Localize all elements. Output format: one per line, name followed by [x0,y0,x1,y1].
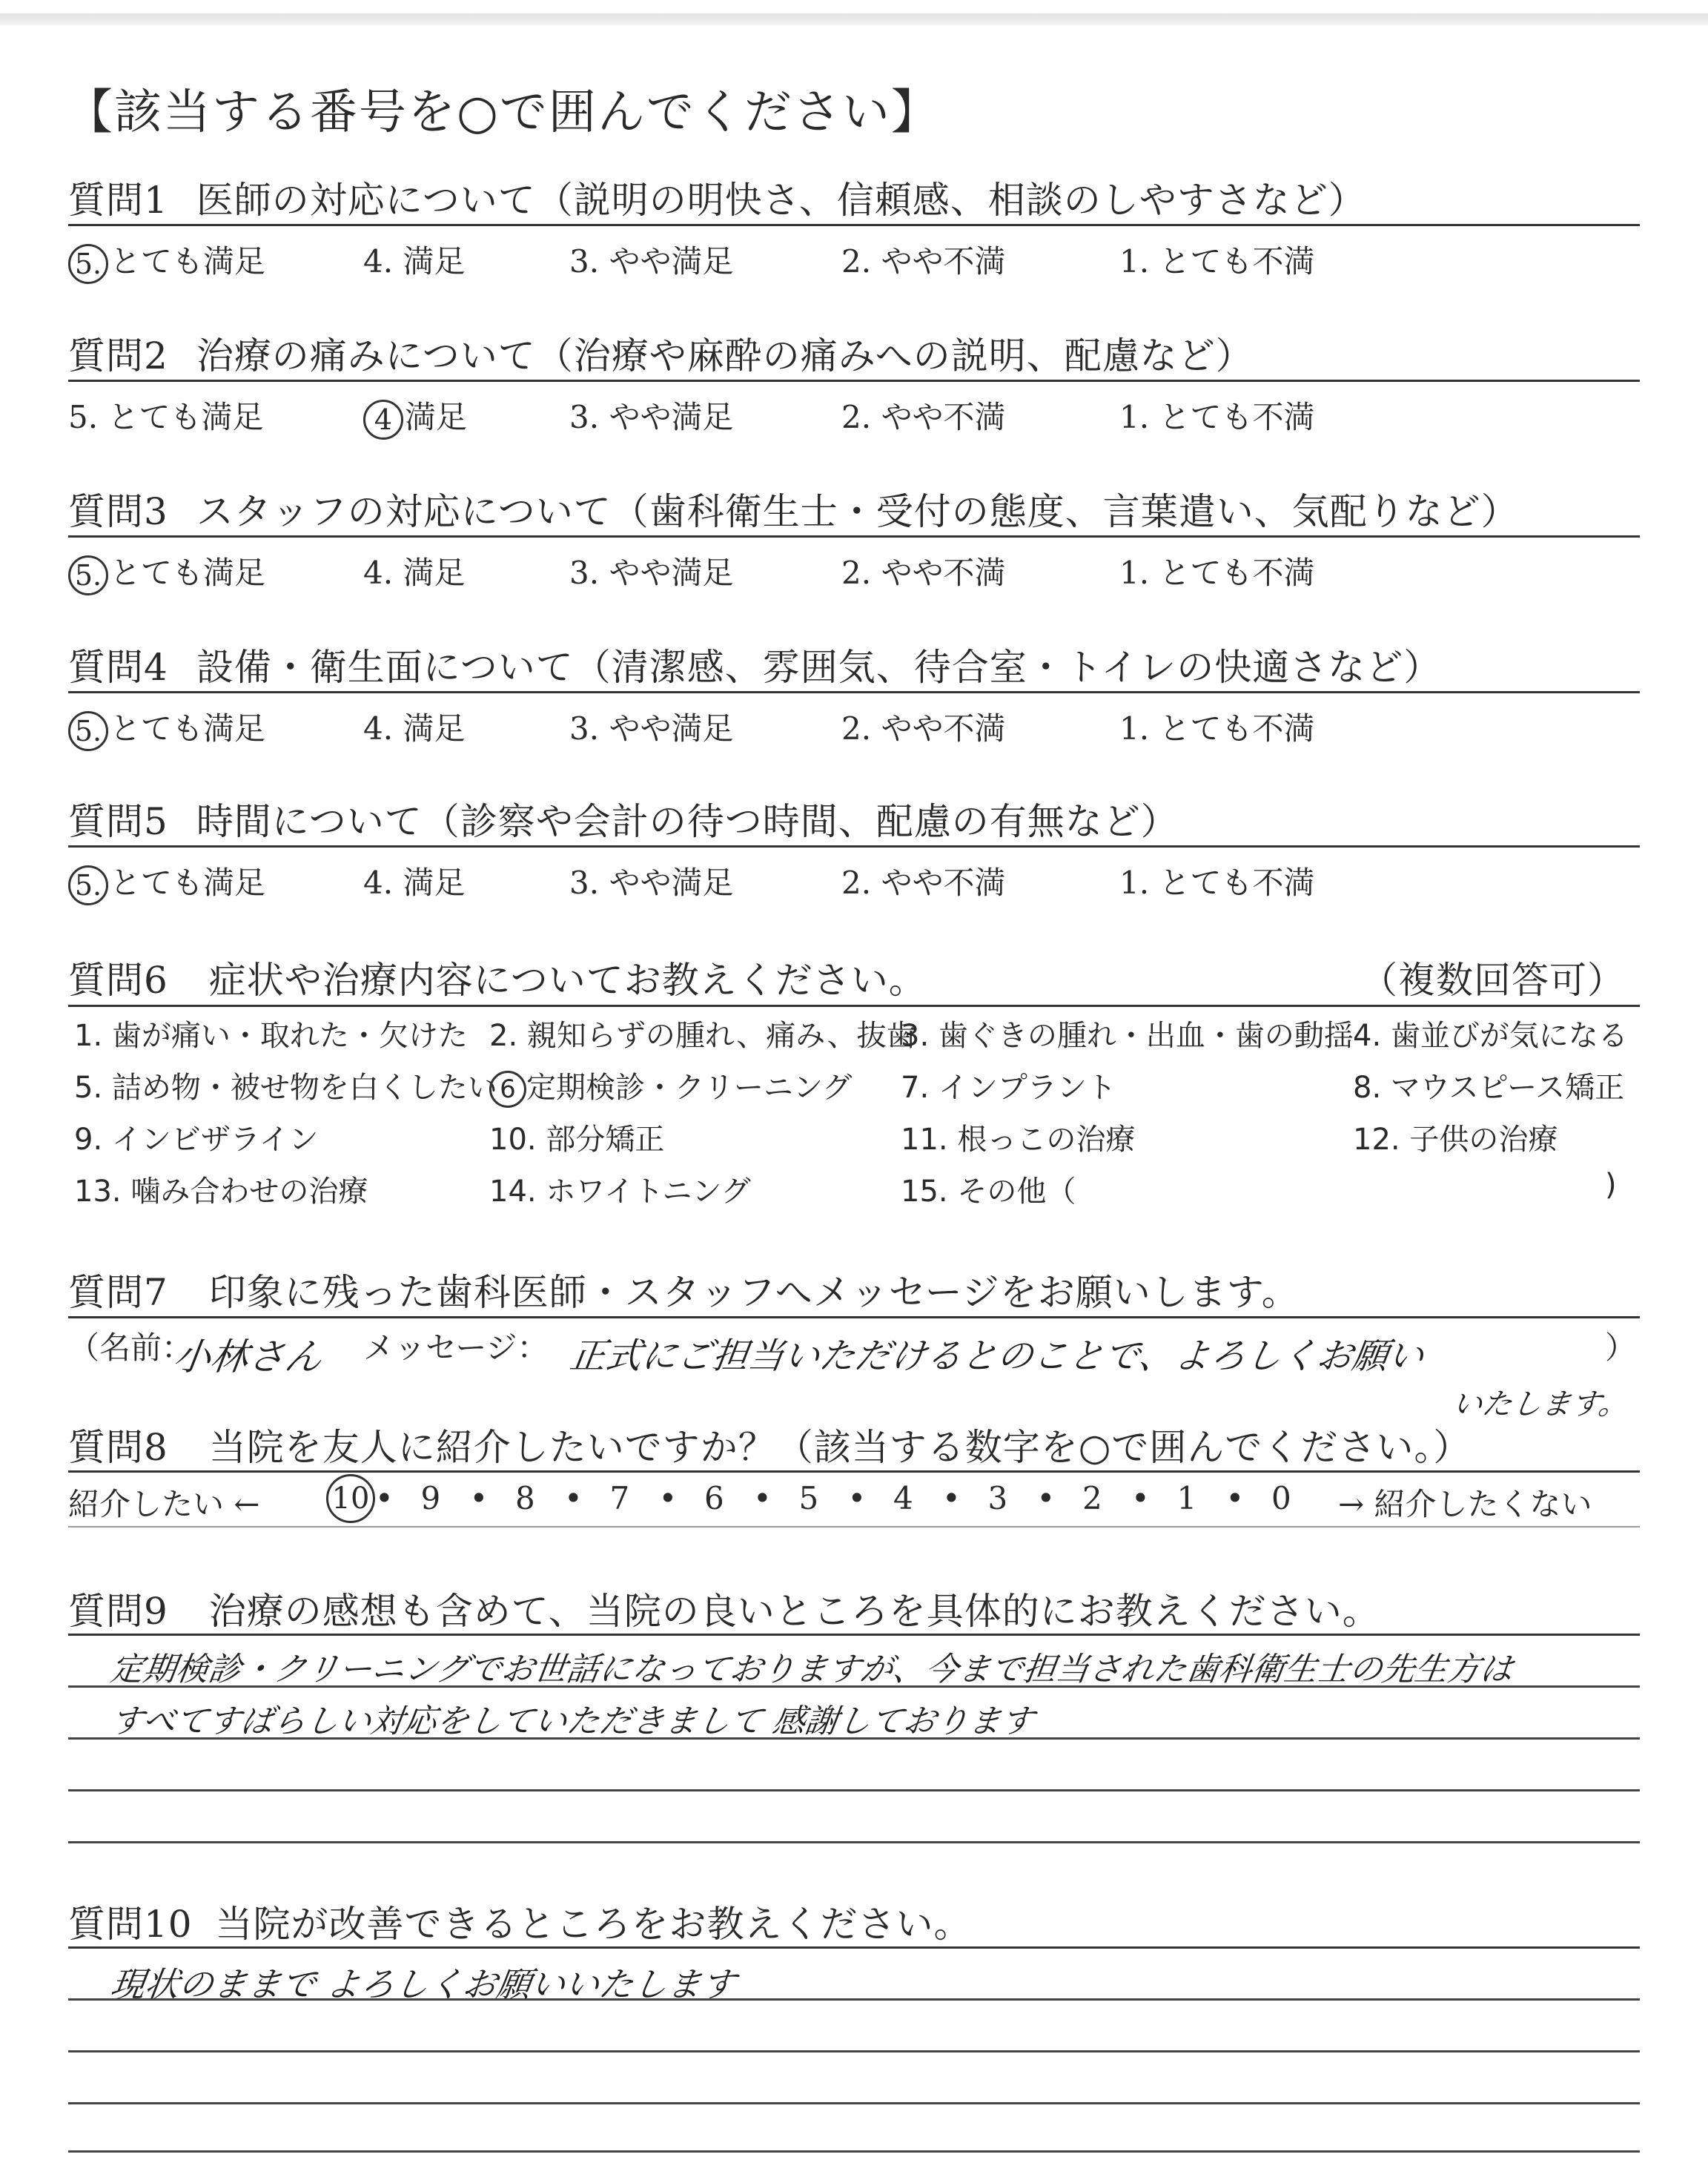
q1-option-2[interactable] [841,237,1005,282]
q3-option-4[interactable] [363,549,465,593]
q5-label: 質問5 [68,800,168,843]
q9-heading [68,1582,1380,1635]
q8-scale-0[interactable]: 0 [1271,1480,1291,1516]
option-label: やや不満 [881,399,1006,435]
q4-rule [68,691,1640,693]
q7-rule [68,1316,1640,1318]
option-label: やや満足 [609,555,734,591]
q2-option-3[interactable] [569,393,733,437]
option-label: やや満足 [609,865,734,901]
q1-text: 医師の対応について（説明の明快さ、信頼感、相談のしやすさなど） [196,179,1366,222]
option-label: とても満足 [110,555,266,591]
q8-scale-9[interactable]: 9 [420,1480,441,1516]
q7-close-paren: ） [1605,1330,1637,1366]
option-label: 満足 [405,399,468,435]
option-number: 3. [569,710,609,747]
q9-text: 治療の感想も含めて、当院の良いところを具体的にお教えください。 [208,1590,1380,1633]
q3-option-1[interactable] [1119,549,1314,593]
q2-option-1[interactable] [1119,393,1314,437]
q2-heading [68,326,1254,380]
option-number: 4. [363,555,403,591]
option-label: とても満足 [107,399,264,435]
option-label: とても不満 [1159,555,1315,591]
q1-option-4[interactable] [363,237,465,282]
q3-heading [68,482,1519,535]
q6-item-9[interactable]: 9. インビザライン [74,1123,319,1157]
option-number: 2. [841,555,881,591]
q9-answer-line-1: 定期検診・クリーニングでお世話になっておりますが、今まで担当された歯科衛生士の先生方は [107,1651,1516,1688]
q7-label: 質問7 [68,1271,168,1314]
q3-rule [68,535,1640,538]
q7-message-cont: いたします。 [1450,1387,1631,1421]
option-label: 満足 [403,243,466,280]
option-label: とても不満 [1159,399,1315,435]
q2-option-5[interactable] [68,393,263,437]
q8-scale-separator: • [753,1480,772,1516]
q2-rule [68,380,1640,382]
q8-scale-7[interactable]: 7 [609,1480,630,1516]
option-number: 2. [841,243,881,280]
option-label: やや満足 [609,710,734,747]
q6-text: 症状や治療内容についてお教えください。 [208,959,927,1002]
q8-scale-separator: • [658,1480,678,1516]
q7-heading [68,1263,1300,1316]
q7-message-label: メッセージ： [363,1330,549,1366]
selected-circle-mark: 5. [68,711,108,751]
q10-line-3 [68,2102,1640,2104]
q3-option-3[interactable] [569,549,733,593]
option-label: やや満足 [609,243,734,280]
option-number: 1. [1119,865,1159,901]
q10-answer-line-1: 現状のままで よろしくお願いいたします [107,1964,738,2004]
option-number: 1. [1119,555,1159,591]
option-label: 満足 [403,865,466,901]
q10-rule [68,1946,1640,1949]
q6-item-8[interactable]: 8. マウスピース矯正 [1353,1071,1625,1105]
option-label: 満足 [403,710,466,747]
q1-label: 質問1 [68,179,168,222]
q9-label: 質問9 [68,1590,168,1633]
q8-text: 当院を友人に紹介したいですか？（該当する数字を○で囲んでください。） [208,1426,1472,1469]
q6-label: 質問6 [68,959,168,1002]
q6-item-14[interactable]: 14. ホワイトニング [489,1175,751,1209]
q3-option-5[interactable] [68,549,265,595]
q4-option-2[interactable] [841,704,1005,749]
option-label: とても満足 [110,710,266,747]
q6-note: （複数回答可） [1360,959,1625,1002]
q4-option-3[interactable] [569,704,733,749]
q5-text: 時間について（診察や会計の待つ時間、配慮の有無など） [196,800,1179,843]
q5-option-5[interactable] [68,859,265,905]
q1-option-3[interactable] [569,237,733,282]
q6-item-10[interactable]: 10. 部分矯正 [489,1123,665,1157]
q10-heading [68,1895,972,1948]
q4-option-1[interactable] [1119,704,1314,749]
option-label: とても不満 [1159,710,1315,747]
q6-item-13[interactable]: 13. 噛み合わせの治療 [74,1175,368,1209]
option-label: やや不満 [881,243,1006,280]
option-label: やや満足 [609,399,734,435]
q8-scale-3[interactable]: 3 [987,1480,1008,1516]
q6-item-15[interactable]: 15. その他（ [901,1175,1076,1209]
option-number: 1. [1119,710,1159,747]
q4-heading [68,638,1441,691]
q10-line-2 [68,2050,1640,2052]
q8-heading [68,1418,1471,1471]
q7-message-value: 正式にご担当いただけるとのことで、よろしくお願い [567,1335,1427,1377]
option-number: 5. [68,399,108,435]
selected-circle-mark: 5. [68,555,108,595]
q8-scale-2[interactable]: 2 [1082,1480,1102,1516]
q5-rule [68,845,1640,848]
q8-scale-separator: • [1131,1480,1150,1516]
option-number: 2. [841,399,881,435]
option-number: 1. [1119,243,1159,280]
option-label: やや不満 [881,865,1006,901]
q8-bottom-rule [68,1526,1640,1527]
q2-label: 質問2 [68,334,168,377]
selected-circle-mark: 10 [326,1474,375,1523]
q10-text: 当院が改善できるところをお教えください。 [215,1903,972,1946]
q6-item-12[interactable]: 12. 子供の治療 [1353,1123,1558,1157]
q1-option-5[interactable] [68,237,265,284]
q7-name-label: （名前： [68,1330,193,1366]
q2-option-4[interactable] [363,393,467,440]
option-number: 4. [363,243,403,280]
q8-scale-separator: • [1225,1480,1245,1516]
q1-heading [68,171,1366,224]
selected-circle-mark: 4 [363,400,403,440]
form-title: 【該当する番号を○で囲んでください】 [65,85,940,140]
selected-circle-mark: 5. [68,865,108,905]
q6-item-label: 定期検診・クリーニング [526,1071,853,1105]
option-label: とても不満 [1159,865,1315,901]
q3-label: 質問3 [68,490,168,533]
q4-label: 質問4 [68,646,168,689]
q8-scale-separator: • [847,1480,867,1516]
q6-item-4[interactable]: 4. 歯並びが気になる [1353,1019,1628,1053]
q3-text: スタッフの対応について（歯科衛生士・受付の態度、言葉遣い、気配りなど） [196,490,1519,533]
q8-scale-separator: • [942,1480,961,1516]
q5-option-1[interactable] [1119,859,1314,903]
option-number: 1. [1119,399,1159,435]
option-label: 満足 [403,555,466,591]
q5-option-3[interactable] [569,859,733,903]
option-label: やや不満 [881,555,1006,591]
option-number: 3. [569,555,609,591]
q6-item-5[interactable]: 5. 詰め物・被せ物を白くしたい [74,1071,497,1105]
q8-scale-separator: • [375,1480,394,1516]
q6-item-6[interactable] [489,1064,852,1108]
q8-scale-6[interactable]: 6 [704,1480,724,1516]
q8-scale-1[interactable]: 1 [1176,1480,1197,1516]
q9-line-3 [68,1789,1640,1791]
q8-scale-10[interactable] [326,1474,375,1523]
q5-heading [68,792,1179,845]
q5-option-2[interactable] [841,859,1005,903]
option-number: 3. [569,243,609,280]
q1-rule [68,224,1640,226]
q8-right-label: → 紹介したくない [1338,1486,1592,1522]
q9-line-4 [68,1841,1640,1843]
q10-label: 質問10 [68,1903,193,1946]
q8-scale-separator: • [564,1480,583,1516]
q9-answer-line-2: すべてすばらしい対応をしていただきまして 感謝しております [107,1702,1037,1740]
option-number: 4. [363,865,403,901]
q7-name-value: 小林さん [171,1335,325,1378]
q8-rule [68,1470,1640,1473]
q7-text: 印象に残った歯科医師・スタッフへメッセージをお願いします。 [208,1271,1300,1314]
q8-scale-8[interactable]: 8 [515,1480,535,1516]
option-number: 2. [841,865,881,901]
option-number: 2. [841,710,881,747]
scan-top-edge [0,13,1708,25]
q6-heading [68,951,927,1004]
option-number: 3. [569,399,609,435]
q4-option-4[interactable] [363,704,465,749]
q6-item-1[interactable]: 1. 歯が痛い・取れた・欠けた [74,1019,468,1053]
q2-option-2[interactable] [841,393,1005,437]
q6-item-2[interactable]: 2. 親知らずの腫れ、痛み、抜歯 [489,1019,916,1053]
q8-scale-5[interactable]: 5 [798,1480,819,1516]
q3-option-2[interactable] [841,549,1005,593]
q6-other-close-paren: ) [1605,1168,1617,1202]
selected-circle-mark: 5. [68,244,108,284]
option-label: とても不満 [1159,243,1315,280]
option-number: 3. [569,865,609,901]
q2-text: 治療の痛みについて（治療や麻酔の痛みへの説明、配慮など） [196,334,1254,377]
q6-item-3[interactable]: 3. 歯ぐきの腫れ・出血・歯の動揺 [901,1019,1354,1053]
option-label: とても満足 [110,865,266,901]
q4-text: 設備・衛生面について（清潔感、雰囲気、待合室・トイレの快適さなど） [196,646,1442,689]
q6-item-7[interactable]: 7. インプラント [901,1071,1116,1105]
q6-item-11[interactable]: 11. 根っこの治療 [901,1123,1136,1157]
option-number: 4. [363,710,403,747]
q8-left-label: 紹介したい ← [68,1486,260,1522]
q8-label: 質問8 [68,1426,168,1469]
option-label: とても満足 [110,243,266,280]
selected-circle-mark: 6 [489,1071,526,1108]
q4-option-5[interactable] [68,704,265,751]
q8-scale-4[interactable]: 4 [893,1480,913,1516]
q9-rule [68,1634,1640,1636]
q6-rule [68,1005,1640,1007]
q8-scale-separator: • [469,1480,489,1516]
option-label: やや不満 [881,710,1006,747]
q10-line-4 [68,2150,1640,2153]
q5-option-4[interactable] [363,859,465,903]
q1-option-1[interactable] [1119,237,1314,282]
q8-scale-separator: • [1036,1480,1056,1516]
